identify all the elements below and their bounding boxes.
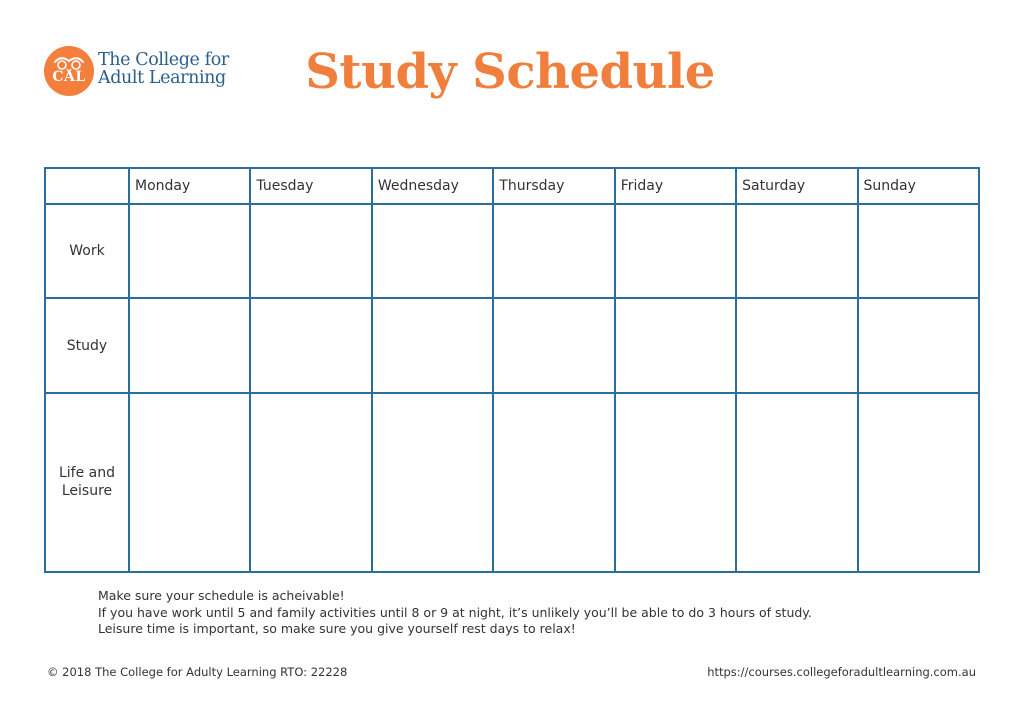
page-title: Study Schedule bbox=[305, 44, 715, 100]
schedule-cell[interactable] bbox=[129, 298, 250, 392]
row-label-study: Study bbox=[45, 298, 129, 392]
website-url: https://courses.collegeforadultlearning.com.au bbox=[707, 665, 976, 679]
schedule-cell[interactable] bbox=[493, 298, 614, 392]
row-label-life-and-leisure: Life and Leisure bbox=[45, 393, 129, 572]
schedule-cell[interactable] bbox=[858, 298, 979, 392]
schedule-row-work bbox=[45, 204, 979, 298]
schedule-cell[interactable] bbox=[493, 204, 614, 298]
schedule-row-study bbox=[45, 298, 979, 392]
schedule-tips bbox=[98, 588, 812, 638]
day-header-friday: Friday bbox=[615, 168, 736, 204]
schedule-cell[interactable] bbox=[736, 204, 857, 298]
copyright-notice: © 2018 The College for Adulty Learning RTO: 22228 bbox=[47, 665, 348, 679]
tip-line: If you have work until 5 and family activities until 8 or 9 at night, it’s unlikely you’ll be able to do 3 hours of study. bbox=[98, 604, 812, 620]
schedule-cell[interactable] bbox=[736, 298, 857, 392]
logo-line-2: Adult Learning bbox=[98, 68, 226, 88]
logo-line-1: The College for bbox=[98, 50, 229, 70]
schedule-cell[interactable] bbox=[493, 393, 614, 572]
schedule-cell[interactable] bbox=[129, 204, 250, 298]
schedule-cell[interactable] bbox=[372, 298, 493, 392]
schedule-cell[interactable] bbox=[858, 204, 979, 298]
schedule-row-life-and-leisure bbox=[45, 393, 979, 572]
schedule-cell[interactable] bbox=[129, 393, 250, 572]
logo-wordmark bbox=[98, 51, 229, 87]
schedule-cell[interactable] bbox=[615, 393, 736, 572]
schedule-cell[interactable] bbox=[615, 204, 736, 298]
schedule-cell[interactable] bbox=[250, 298, 371, 392]
day-header-tuesday: Tuesday bbox=[250, 168, 371, 204]
schedule-cell[interactable] bbox=[858, 393, 979, 572]
tip-line: Make sure your schedule is acheivable! bbox=[98, 588, 345, 603]
college-logo bbox=[44, 46, 244, 100]
logo-mark: CAL bbox=[52, 69, 86, 85]
day-header-thursday: Thursday bbox=[493, 168, 614, 204]
tip-line: Leisure time is important, so make sure you give yourself rest days to relax! bbox=[98, 621, 576, 636]
row-label-work: Work bbox=[45, 204, 129, 298]
corner-cell bbox=[45, 168, 129, 204]
day-header-wednesday: Wednesday bbox=[372, 168, 493, 204]
owl-icon bbox=[44, 46, 94, 96]
day-header-monday: Monday bbox=[129, 168, 250, 204]
schedule-cell[interactable] bbox=[615, 298, 736, 392]
schedule-table bbox=[44, 167, 980, 573]
schedule-cell[interactable] bbox=[736, 393, 857, 572]
day-header-saturday: Saturday bbox=[736, 168, 857, 204]
schedule-cell[interactable] bbox=[372, 204, 493, 298]
header-row bbox=[45, 168, 979, 204]
schedule-cell[interactable] bbox=[250, 393, 371, 572]
schedule-cell[interactable] bbox=[250, 204, 371, 298]
day-header-sunday: Sunday bbox=[858, 168, 979, 204]
schedule-cell[interactable] bbox=[372, 393, 493, 572]
